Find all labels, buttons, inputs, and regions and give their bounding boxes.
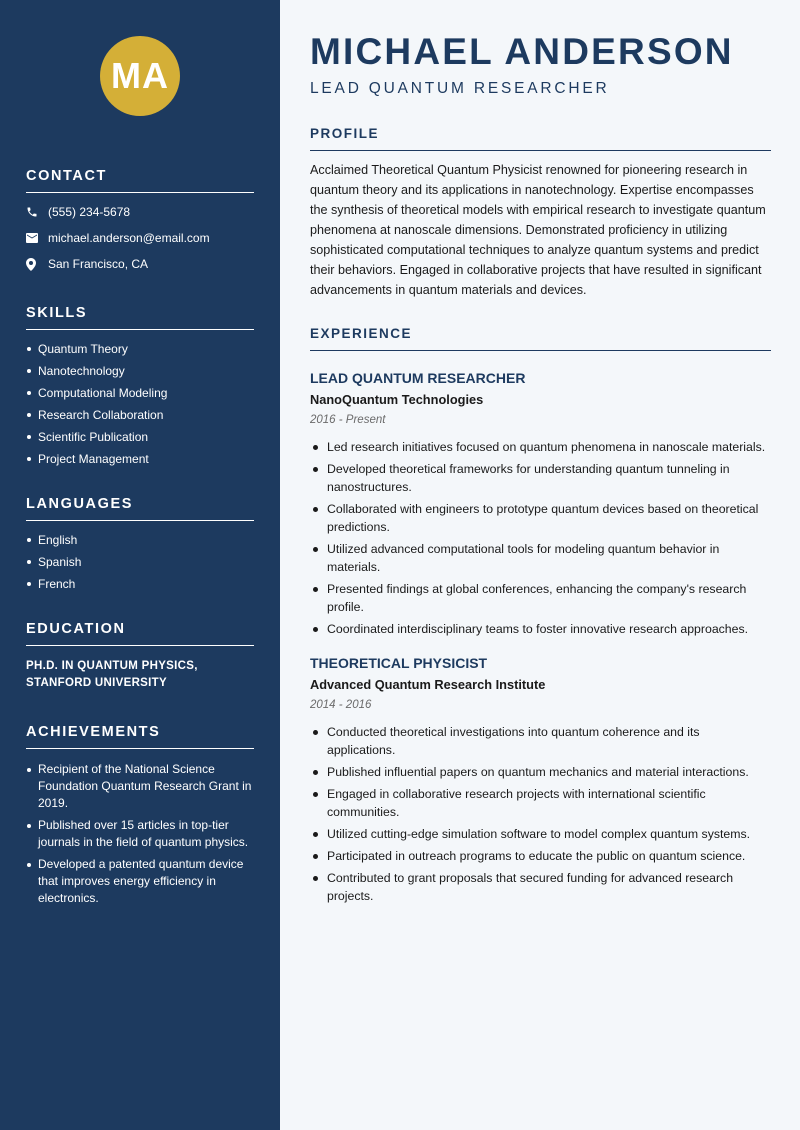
job-bullet: Published influential papers on quantum mechanics and material interactions. xyxy=(310,763,771,781)
job-entry xyxy=(310,655,771,905)
contact-section xyxy=(26,168,254,271)
job-bullet: Led research initiatives focused on quantum phenomena in nanoscale materials. xyxy=(310,438,771,456)
profile-heading: PROFILE xyxy=(310,126,771,151)
job-bullet: Presented findings at global conferences, enhancing the company's research profile. xyxy=(310,580,771,616)
languages-heading: LANGUAGES xyxy=(26,496,254,521)
company-name: Advanced Quantum Research Institute xyxy=(310,677,546,692)
skills-section xyxy=(26,305,254,466)
skill-item: Project Management xyxy=(26,452,254,466)
languages-list xyxy=(26,533,254,591)
education-degree: PH.D. IN QUANTUM PHYSICS, STANFORD UNIVERSITY xyxy=(26,660,198,689)
skill-item: Nanotechnology xyxy=(26,364,254,378)
job-dates: 2016 - Present xyxy=(310,414,386,426)
job-bullet: Utilized cutting-edge simulation software to model complex quantum systems. xyxy=(310,825,771,843)
email-text: michael.anderson@email.com xyxy=(48,231,210,245)
skill-item: Scientific Publication xyxy=(26,430,254,444)
job-bullet: Contributed to grant proposals that secured funding for advanced research projects. xyxy=(310,869,771,905)
skills-list xyxy=(26,342,254,466)
achievement-item: Published over 15 articles in top-tier journals in the field of quantum physics. xyxy=(26,817,254,851)
location-pin-icon xyxy=(26,258,48,271)
education-heading: EDUCATION xyxy=(26,621,254,646)
skill-item: Research Collaboration xyxy=(26,408,254,422)
achievements-list xyxy=(26,761,254,907)
achievement-item: Developed a patented quantum device that improves energy efficiency in electronics. xyxy=(26,856,254,907)
achievements-heading: ACHIEVEMENTS xyxy=(26,724,254,749)
phone-text: (555) 234-5678 xyxy=(48,205,131,219)
job-title: LEAD QUANTUM RESEARCHER xyxy=(310,370,526,386)
job-bullets xyxy=(310,438,771,638)
company-name: NanoQuantum Technologies xyxy=(310,392,484,407)
job-bullet: Utilized advanced computational tools for modeling quantum behavior in materials. xyxy=(310,540,771,576)
contact-location xyxy=(26,257,254,271)
skill-item: Computational Modeling xyxy=(26,386,254,400)
email-icon xyxy=(26,233,48,243)
candidate-title: LEAD QUANTUM RESEARCHER xyxy=(310,80,610,97)
job-entry xyxy=(310,370,771,638)
language-item: Spanish xyxy=(26,555,254,569)
job-bullet: Coordinated interdisciplinary teams to foster innovative research approaches. xyxy=(310,620,771,638)
job-bullets xyxy=(310,723,771,905)
phone-icon xyxy=(26,206,48,218)
contact-email xyxy=(26,231,254,245)
contact-heading: CONTACT xyxy=(26,168,254,193)
education-section xyxy=(26,621,254,692)
languages-section xyxy=(26,496,254,591)
location-text: San Francisco, CA xyxy=(48,257,149,271)
sidebar xyxy=(0,0,280,1130)
candidate-name: MICHAEL ANDERSON xyxy=(310,31,734,72)
job-bullet: Developed theoretical frameworks for understanding quantum tunneling in nanostructures. xyxy=(310,460,771,496)
job-bullet: Collaborated with engineers to prototype quantum devices based on theoretical predictions. xyxy=(310,500,771,536)
profile-text: Acclaimed Theoretical Quantum Physicist renowned for pioneering research in quantum theory and its applications in nanotechnology. Expertise encompasses the synthesis of theoretical models with empirical research to investigate quantum phenomena at nanoscale dimensions. Demonstrated proficiency in utilizing sophisticated computational techniques to analyze quantum systems and predict their behaviors. Engaged in collaborative projects that have resulted in significant advancements in quantum materials and devices. xyxy=(310,163,766,297)
avatar: MA xyxy=(100,36,180,116)
skill-item: Quantum Theory xyxy=(26,342,254,356)
profile-section xyxy=(310,126,771,300)
skills-heading: SKILLS xyxy=(26,305,254,330)
main-content xyxy=(280,0,800,1130)
language-item: English xyxy=(26,533,254,547)
achievements-section xyxy=(26,724,254,907)
experience-heading: EXPERIENCE xyxy=(310,326,771,351)
language-item: French xyxy=(26,577,254,591)
job-dates: 2014 - 2016 xyxy=(310,699,372,711)
job-title: THEORETICAL PHYSICIST xyxy=(310,655,488,671)
experience-section xyxy=(310,326,771,905)
job-bullet: Participated in outreach programs to educate the public on quantum science. xyxy=(310,847,771,865)
job-bullet: Engaged in collaborative research projects with international scientific communities. xyxy=(310,785,771,821)
job-bullet: Conducted theoretical investigations into quantum coherence and its applications. xyxy=(310,723,771,759)
achievement-item: Recipient of the National Science Foundation Quantum Research Grant in 2019. xyxy=(26,761,254,812)
contact-phone xyxy=(26,205,254,219)
